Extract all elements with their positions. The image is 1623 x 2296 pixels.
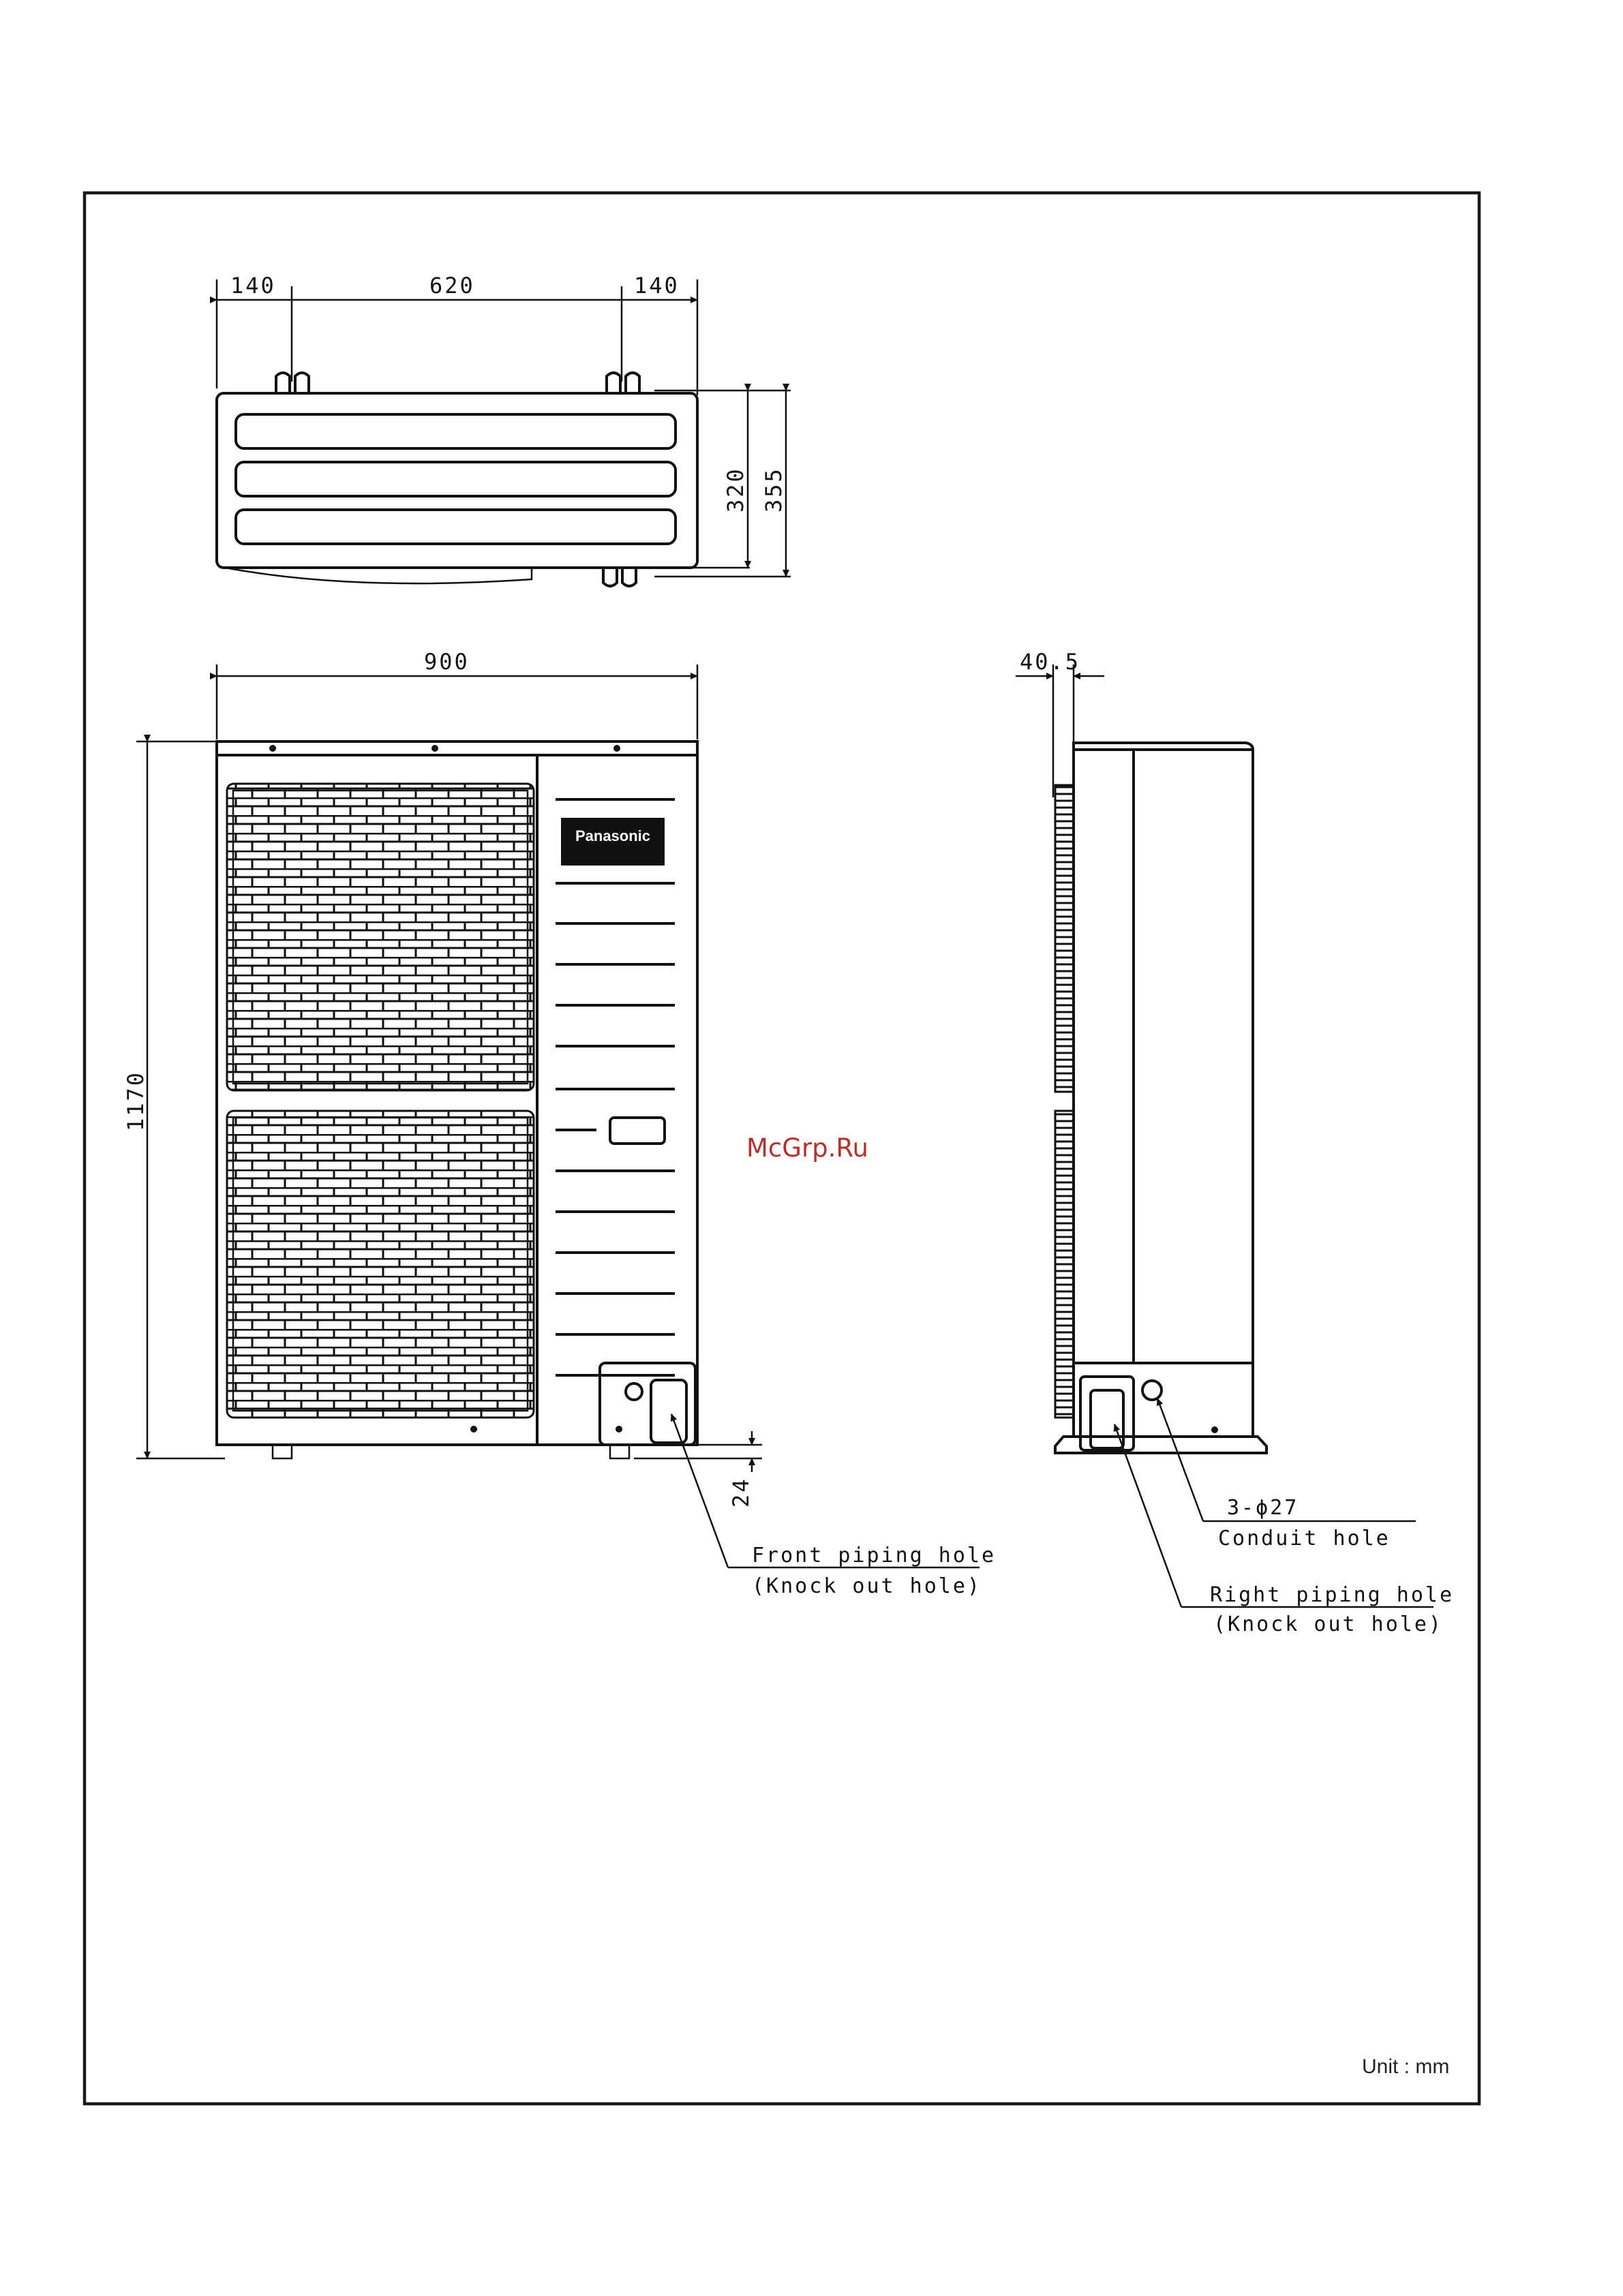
side-panel-louvers — [556, 799, 675, 1375]
front-piping-sublabel: (Knock out hole) — [752, 1574, 982, 1598]
front-piping-label: Front piping hole — [752, 1544, 997, 1567]
side-coil-upper — [1055, 785, 1074, 1092]
conduit-count-label: 3-ϕ27 — [1227, 1496, 1299, 1520]
dim-top-right-140: 140 — [634, 273, 680, 299]
top-view — [217, 273, 791, 586]
side-coil-lower — [1055, 1111, 1074, 1418]
conduit-hole — [1142, 1381, 1162, 1400]
dim-width-900: 900 — [424, 649, 470, 675]
dim-top-left-140: 140 — [230, 273, 276, 299]
right-piping-label: Right piping hole — [1210, 1583, 1455, 1607]
dim-top-620: 620 — [429, 273, 475, 299]
handle — [610, 1118, 665, 1144]
dim-depth-355: 355 — [761, 467, 787, 512]
top-view-body — [217, 393, 697, 568]
unit-label: Unit : mm — [1362, 2055, 1450, 2078]
dim-side-40-5: 40.5 — [1020, 649, 1081, 675]
watermark: McGrp.Ru — [746, 1133, 868, 1163]
conduit-label: Conduit hole — [1218, 1527, 1391, 1550]
side-view — [1016, 649, 1454, 1636]
side-cabinet — [1074, 743, 1253, 1437]
dim-foot-24: 24 — [728, 1477, 754, 1507]
upper-fan-grille — [227, 784, 534, 1090]
brand-logo: Panasonic — [575, 827, 651, 844]
dim-depth-320: 320 — [723, 467, 748, 512]
lower-fan-grille — [227, 1111, 534, 1418]
right-piping-sublabel: (Knock out hole) — [1213, 1612, 1443, 1636]
front-view — [123, 649, 996, 1598]
dim-height-1170: 1170 — [123, 1070, 149, 1131]
